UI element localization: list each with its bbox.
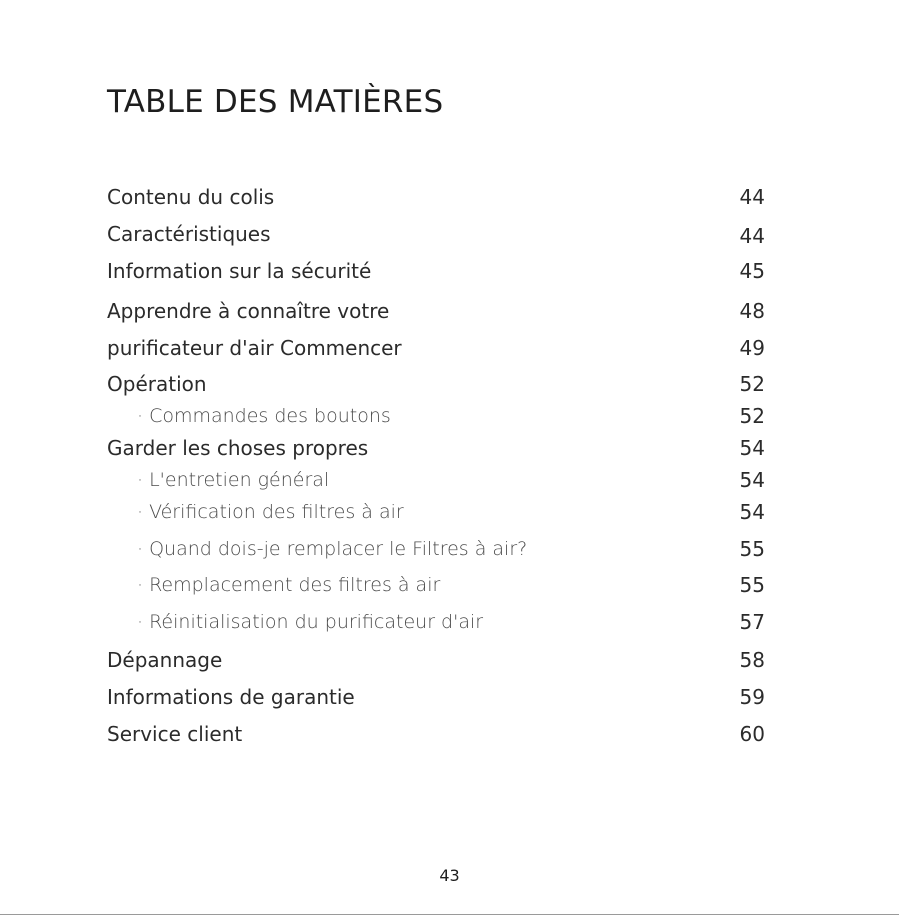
page-title: TABLE DES MATIÈRES <box>107 84 444 120</box>
toc-entry-page: 59 <box>739 685 765 709</box>
toc-subentry-button-controls <box>0 402 899 430</box>
toc-entry-label: · Vérification des filtres à air <box>137 501 404 523</box>
toc-entry-keeping-clean <box>0 434 899 462</box>
toc-entry-page: 45 <box>739 259 765 283</box>
toc-entry-page: 52 <box>739 372 765 396</box>
page-number: 43 <box>439 866 460 885</box>
toc-entry-getting-started <box>0 334 899 362</box>
toc-subentry-reset-purifier <box>0 608 899 636</box>
toc-entry-label: Garder les choses propres <box>107 436 369 460</box>
toc-entry-label: · Quand dois-je remplacer le Filtres à air? <box>137 538 528 560</box>
toc-entry-page: 44 <box>739 185 765 209</box>
toc-entry-label: Contenu du colis <box>107 185 275 209</box>
toc-entry-label: Dépannage <box>107 648 223 672</box>
toc-entry-page: 52 <box>739 404 765 428</box>
toc-entry-page: 55 <box>739 573 765 597</box>
toc-entry-page: 58 <box>739 648 765 672</box>
toc-entry-label: Apprendre à connaître votre <box>107 299 390 323</box>
toc-entry-getting-to-know <box>0 297 899 325</box>
toc-entry-label: Opération <box>107 372 207 396</box>
toc-entry-warranty <box>0 683 899 711</box>
toc-entry-customer-service <box>0 720 899 748</box>
toc-entry-label: Caractéristiques <box>107 222 271 246</box>
toc-entry-operation <box>0 370 899 398</box>
toc-entry-troubleshooting <box>0 646 899 674</box>
toc-subentry-when-replace-filters <box>0 535 899 563</box>
toc-subentry-replacing-filters <box>0 571 899 599</box>
toc-entry-label: · Commandes des boutons <box>137 405 391 427</box>
toc-entry-features <box>0 220 899 248</box>
toc-entry-label: · Remplacement des filtres à air <box>137 574 441 596</box>
toc-subentry-general-maintenance <box>0 466 899 494</box>
toc-entry-label: · Réinitialisation du purificateur d'air <box>137 611 484 633</box>
toc-subentry-checking-filters <box>0 498 899 526</box>
toc-entry-page: 60 <box>739 722 765 746</box>
toc-entry-label: Informations de garantie <box>107 685 355 709</box>
toc-entry-label: · L'entretien général <box>137 469 330 491</box>
toc-entry-page: 44 <box>739 224 765 248</box>
toc-entry-page: 54 <box>739 436 765 460</box>
toc-entry-page: 54 <box>739 468 765 492</box>
toc-entry-page: 57 <box>739 610 765 634</box>
toc-entry-page: 48 <box>739 299 765 323</box>
toc-entry-safety <box>0 257 899 285</box>
toc-entry-label: purificateur d'air Commencer <box>107 336 402 360</box>
toc-entry-page: 55 <box>739 537 765 561</box>
bottom-divider <box>0 914 899 915</box>
toc-entry-page: 54 <box>739 500 765 524</box>
toc-entry-contents <box>0 183 899 211</box>
toc-entry-label: Information sur la sécurité <box>107 259 372 283</box>
toc-entry-page: 49 <box>739 336 765 360</box>
toc-entry-label: Service client <box>107 722 243 746</box>
